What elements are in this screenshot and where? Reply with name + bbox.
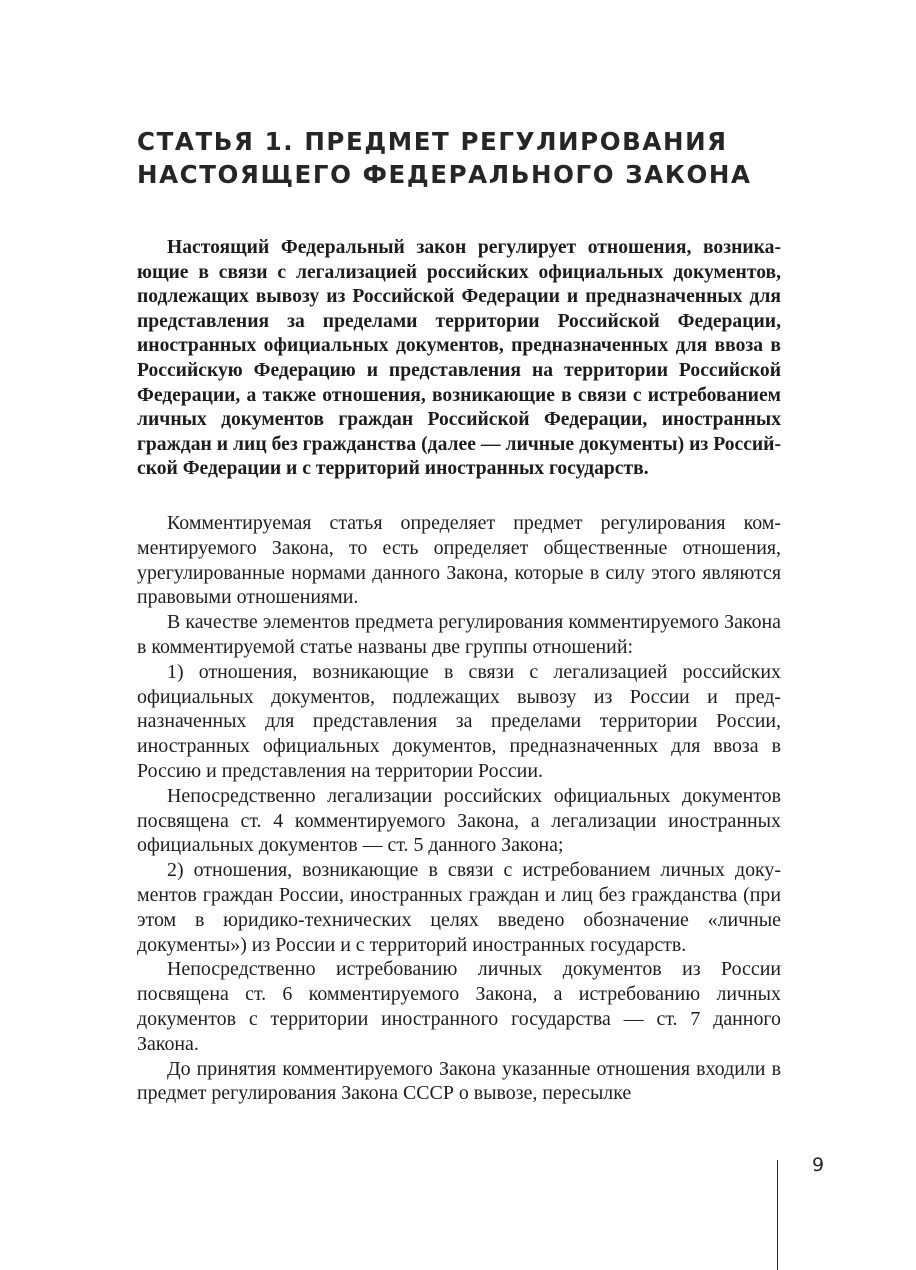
commentary-paragraph-2: В качестве элементов предмета регулирования комментируемого Закона в комментируемой статье названы две группы отношений: — [137, 611, 781, 658]
article-title-line-1: СТАТЬЯ 1. ПРЕДМЕТ РЕГУЛИРОВАНИЯ — [137, 127, 728, 156]
commentary-paragraph-1: Комментируемая статья определяет предмет регулирования комментируемого Закона, то есть определяет общественные отношения, урегулированные нормами данного Закона, которые в силу этого являются правовыми отношениями. — [137, 512, 781, 609]
commentary-paragraph-5: 2) отношения, возникающие в связи с истребованием личных документов граждан России, иностранных граждан и лиц без гражданства (при этом в юридико-технических целях введено обозначение «личные документы») из России и с территорий иностранных государств. — [137, 859, 781, 956]
commentary-section — [137, 511, 781, 1106]
commentary-paragraph-4: Непосредственно легализации российских официальных документов посвящена ст. 4 комментируемого Закона, а легализации иностранных официальных документов — ст. 5 данного Закона; — [137, 784, 781, 857]
page-number: 9 — [812, 1154, 825, 1176]
commentary-paragraph-6: Непосредственно истребованию личных документов из России посвящена ст. 6 комментируемого Закона, а истребованию личных документов с территории иностранного государства — ст. 7 данного Закона. — [137, 958, 781, 1055]
commentary-paragraph-7: До принятия комментируемого Закона указанные отношения входили в предмет регулирования Закона СССР о вывозе, пересылке — [137, 1057, 781, 1105]
article-title-line-2: НАСТОЯЩЕГО ФЕДЕРАЛЬНОГО ЗАКОНА — [137, 160, 752, 189]
article-title — [137, 125, 817, 191]
commentary-paragraph-3: 1) отношения, возникающие в связи с легализацией российских официальных документов, подлежащих вывозу из России и предназначенных для представления за пределами территории России, иностранных официальных документов, предназначенных для ввоза в Россию и представления на территории России. — [137, 660, 781, 782]
law-article-text: Настоящий Федеральный закон регулирует отношения, возникающие в связи с легализацией российских официальных документов, подлежащих вывозу из Российской Федерации и предназначенных для представления за пределами территории Российской Федерации, иностранных официальных документов, предназначенных для ввоза в Российскую Федерацию и представления на территории Российской Федерации, а также отношения, возникающие в связи с истребованием личных документов граждан Российской Федерации, иностранных граждан и лиц без гражданства (далее — личные документы) из Российской Федерации и с территорий иностранных государств. — [137, 237, 781, 480]
page-number-divider — [777, 1160, 778, 1270]
